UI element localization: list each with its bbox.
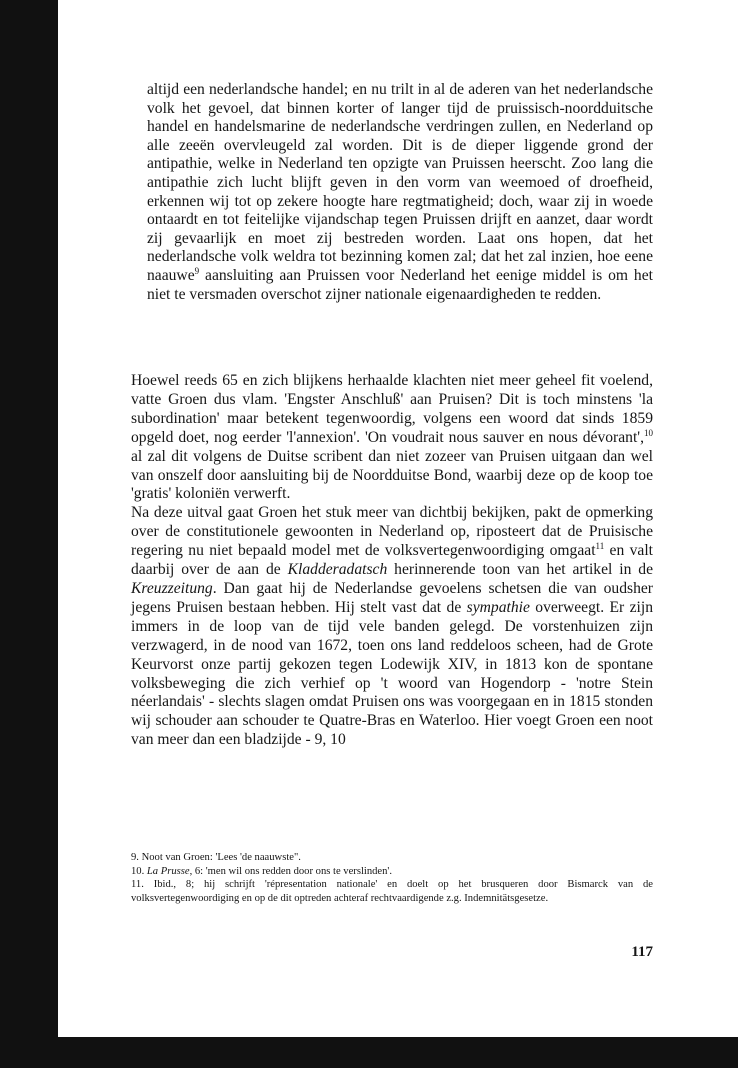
italic-kreuzzeitung: Kreuzzeitung [131,579,213,597]
book-page [58,0,738,1037]
footnote-11: 11. Ibid., 8; hij schrijft 'répresentation nationale' en doelt op het brusqueren door Bismarck van de volksvertegenwoordiging en op de dit optreden achteraf rechtvaardigende z.g. Indemnitätsgesetze. [131,879,653,904]
footnote-10-text: , 6: 'men wil ons redden door ons te verslinden'. [189,865,392,877]
footnote-10 [131,865,653,879]
paragraph-2-text-b: en valt daarbij over de aan de [131,542,653,579]
footnote-10-number: 10. [131,865,147,877]
paragraph-2-text-e: overweegt. Er zijn immers in de loop van de tijd vele banden gelegd. De vorstenhuizen zijn verzwagerd, in de nood van 1672, toen ons land reddeloos scheen, had de Grote Keurvorst onze partij gekozen tegen Lodewijk XIV, in 1813 kon de spontane volksbeweging die zich verhief op 't woord van Hogendorp - 'notre Stein néerlandais' - slechts slagen omdat Pruisen ons was voorgegaan en in 1815 stonden wij schouder aan schouder te Quatre-Bras en Waterloo. Hier voegt Groen een noot van meer dan een bladzijde - 9, 10 [131,598,653,749]
footnote-9: 9. Noot van Groen: 'Lees 'de naauwste". [131,852,301,863]
italic-kladderadatsch: Kladderadatsch [287,561,388,579]
footnote-10-title: La Prusse [146,865,190,877]
footnote-ref-10: 10 [644,427,653,438]
paragraph-2-text-a: Na deze uitval gaat Groen het stuk meer van dichtbij bekijken, pakt de opmerking over de constitutionele gewoonten in Nederland op, riposteert dat de Pruisische regering nu niet bepaald model met de volksvertegenwoordiging omgaat [131,504,653,560]
italic-sympathie: sympathie [466,598,530,616]
paragraph-2-text-d: . Dan gaat hij de Nederlandse gevoelens schetsen die van oudsher jegens Pruisen bestaan hebben. Hij stelt vast dat de [131,579,653,616]
footnote-ref-9: 9 [194,265,200,276]
quote-text-end: aansluiting aan Pruissen voor Nederland het eenige middel is om het niet te versmaden overschot zijner nationale eigenaardigheden te redden. [147,266,653,303]
scan-border-bottom [0,1037,738,1068]
footnote-ref-11: 11 [595,541,605,552]
body-text [131,372,653,750]
paragraph-2 [131,504,653,750]
paragraph-1-text-start: Hoewel reeds 65 en zich blijkens herhaalde klachten niet meer geheel fit voelend, vatte Groen dus vlam. 'Engster Anschluß' aan Pruisen? Dit is toch minstens 'la subordination' maar betekent tegenwoordig, volgens een woord dat sinds 1859 opgeld doet, nog eerder 'l'annexion'. 'On voudrait nous sauver en nous dévorant', [131,372,653,446]
paragraph-1-text-end: al zal dit volgens de Duitse scribent dan niet zozeer van Pruisen uitgaan dan wel van onszelf door aansluiting bij de Noordduitse Bond, waarbij deze op de koop toe 'gratis' koloniën verwerft. [131,447,653,503]
block-quote [147,81,653,304]
paragraph-2-text-c: herinnerende toon van het artikel in de [387,561,653,579]
paragraph-1 [131,372,653,504]
quote-text-start: altijd een nederlandsche handel; en nu trilt in al de aderen van het nederlandsche volk het gevoel, dat binnen korter of langer tijd de pruissisch-noordduitsche handel en handelsmarine de nederlandsche verdringen zullen, en Nederland op alle zeeën overvleugeld zal worden. Dit is de dieper liggende grond der antipathie, welke in Nederland ten opzigte van Pruissen heerscht. Zoo lang die antipathie zich lucht blijft geven in den vorm van weemoed of droefheid, erkennen wij tot op zekere hoogte hare regtmatigheid; doch, waar zij in woede ontaardt en tot feitelijke vijandschap tegen Pruissen drijft en aanzet, daar wordt zij gevaarlijk en moet zij bestreden worden. Laat ons hopen, dat het nederlandsche volk weldra tot bezinning komen zal; dat het zal inzien, hoe eene naauwe [147,81,653,284]
footnotes [131,851,653,905]
page-number: 117 [631,944,653,960]
scan-border-left [0,0,58,1068]
